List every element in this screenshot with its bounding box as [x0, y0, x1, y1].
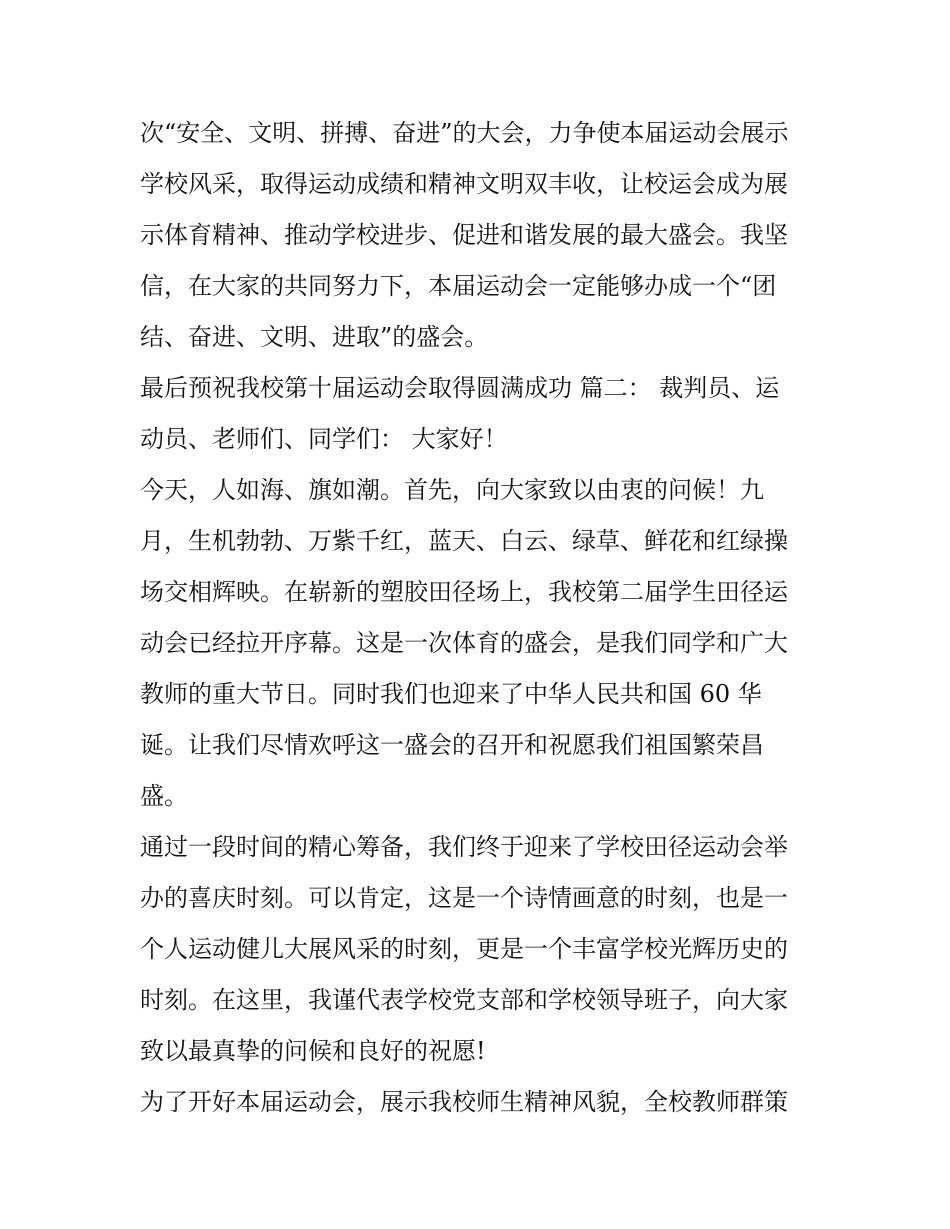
text-line: 教师的重大节日。同时我们也迎来了中华人民共和国 60 华 [140, 680, 762, 708]
text-line: 最后预祝我校第十届运动会取得圆满成功 篇二： 裁判员、运 [140, 374, 780, 402]
text-line: 动会已经拉开序幕。这是一次体育的盛会，是我们同学和广大 [140, 629, 788, 657]
text-line: 场交相辉映。在崭新的塑胶田径场上，我校第二届学生田径运 [140, 578, 788, 606]
text-line: 次“安全、文明、拼搏、奋进”的大会，力争使本届运动会展示 [140, 119, 789, 147]
text-line: 学校风采，取得运动成绩和精神文明双丰收，让校运会成为展 [140, 170, 788, 198]
document-body [140, 108, 820, 1128]
text-line: 示体育精神、推动学校进步、促进和谐发展的最大盛会。我坚 [140, 221, 788, 249]
text-line: 月，生机勃勃、万紫千红，蓝天、白云、绿草、鲜花和红绿操 [140, 527, 788, 555]
text-line: 致以最真挚的问候和良好的祝愿! [140, 1037, 486, 1065]
text-line: 信，在大家的共同努力下，本届运动会一定能够办成一个“团 [140, 272, 777, 300]
text-line: 通过一段时间的精心筹备，我们终于迎来了学校田径运动会举 [140, 833, 788, 861]
text-line: 盛。 [140, 782, 188, 810]
text-line: 今天，人如海、旗如潮。首先，向大家致以由衷的问候！九 [140, 476, 764, 504]
text-line: 个人运动健儿大展风采的时刻，更是一个丰富学校光辉历史的 [140, 935, 788, 963]
text-line: 时刻。在这里，我谨代表学校党支部和学校领导班子，向大家 [140, 986, 788, 1014]
text-line: 诞。让我们尽情欢呼这一盛会的召开和祝愿我们祖国繁荣昌 [140, 731, 764, 759]
text-line: 动员、老师们、同学们： 大家好！ [140, 425, 508, 453]
text-line: 为了开好本届运动会，展示我校师生精神风貌，全校教师群策 [140, 1088, 788, 1116]
text-line: 办的喜庆时刻。可以肯定，这是一个诗情画意的时刻，也是一 [140, 884, 788, 912]
text-line: 结、奋进、文明、进取”的盛会。 [140, 323, 489, 351]
